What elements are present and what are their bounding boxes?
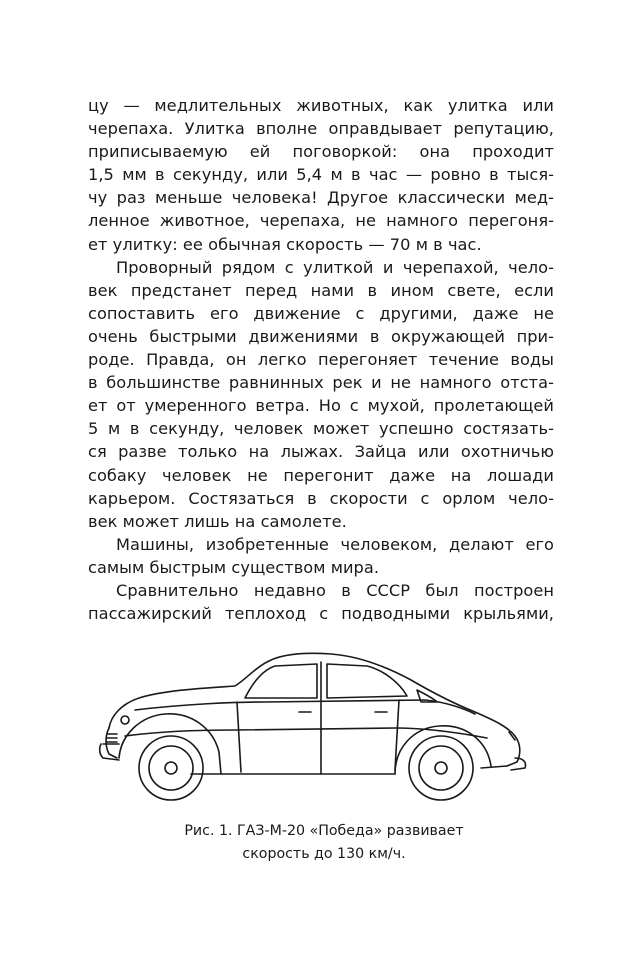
caption-line-1: ГАЗ-М-20 «Победа» развивает xyxy=(237,823,464,839)
text-line: Машины, изобретенные человеком, делают его xyxy=(116,534,554,554)
text-line: чу раз меньше человека! Другое классически мед- xyxy=(88,188,554,208)
body-text xyxy=(88,94,554,625)
text-line: ет улитку: ее обычная скорость — 70 м в час. xyxy=(88,234,482,254)
figure-caption xyxy=(120,820,528,866)
text-line: пассажирский теплоход с подводными крыльями, xyxy=(88,604,554,624)
text-line: очень быстрыми движениями в окружающей при- xyxy=(88,326,554,346)
text-line: карьером. Состязаться в скорости с орлом чело- xyxy=(88,488,554,508)
car-icon xyxy=(95,640,535,820)
text-line: ся разве только на лыжах. Зайца или охотничью xyxy=(88,442,554,462)
text-line: 1,5 мм в секунду, или 5,4 м в час — ровно в тыся- xyxy=(88,165,554,185)
text-line: роде. Правда, он легко перегоняет течение воды xyxy=(88,350,554,370)
figure-label: Рис. 1. xyxy=(184,823,233,839)
text-line: черепаха. Улитка вполне оправдывает репутацию, xyxy=(88,119,554,139)
text-line: 5 м в секунду, человек может успешно состязать- xyxy=(88,419,554,439)
text-line: приписываемую ей поговоркой: она проходит xyxy=(88,142,554,162)
text-line: собаку человек не перегонит даже на лошади xyxy=(88,465,554,485)
text-line: ет от умеренного ветра. Но с мухой, пролетающей xyxy=(88,396,554,416)
text-line: ленное животное, черепаха, не намного перегоня- xyxy=(88,211,554,231)
text-line: век предстанет перед нами в ином свете, если xyxy=(88,280,554,300)
text-line: Проворный рядом с улиткой и черепахой, чело- xyxy=(116,257,554,277)
text-line: век может лишь на самолете. xyxy=(88,511,347,531)
text-line: в большинстве равнинных рек и не намного отста- xyxy=(88,373,554,393)
text-line: сопоставить его движение с другими, даже не xyxy=(88,303,554,323)
text-line: Сравнительно недавно в СССР был построен xyxy=(116,580,554,600)
figure-car xyxy=(95,640,535,820)
text-line: самым быстрым существом мира. xyxy=(88,557,380,577)
caption-line-2: скорость до 130 км/ч. xyxy=(242,846,406,862)
text-line: цу — медлительных животных, как улитка или xyxy=(88,96,554,115)
